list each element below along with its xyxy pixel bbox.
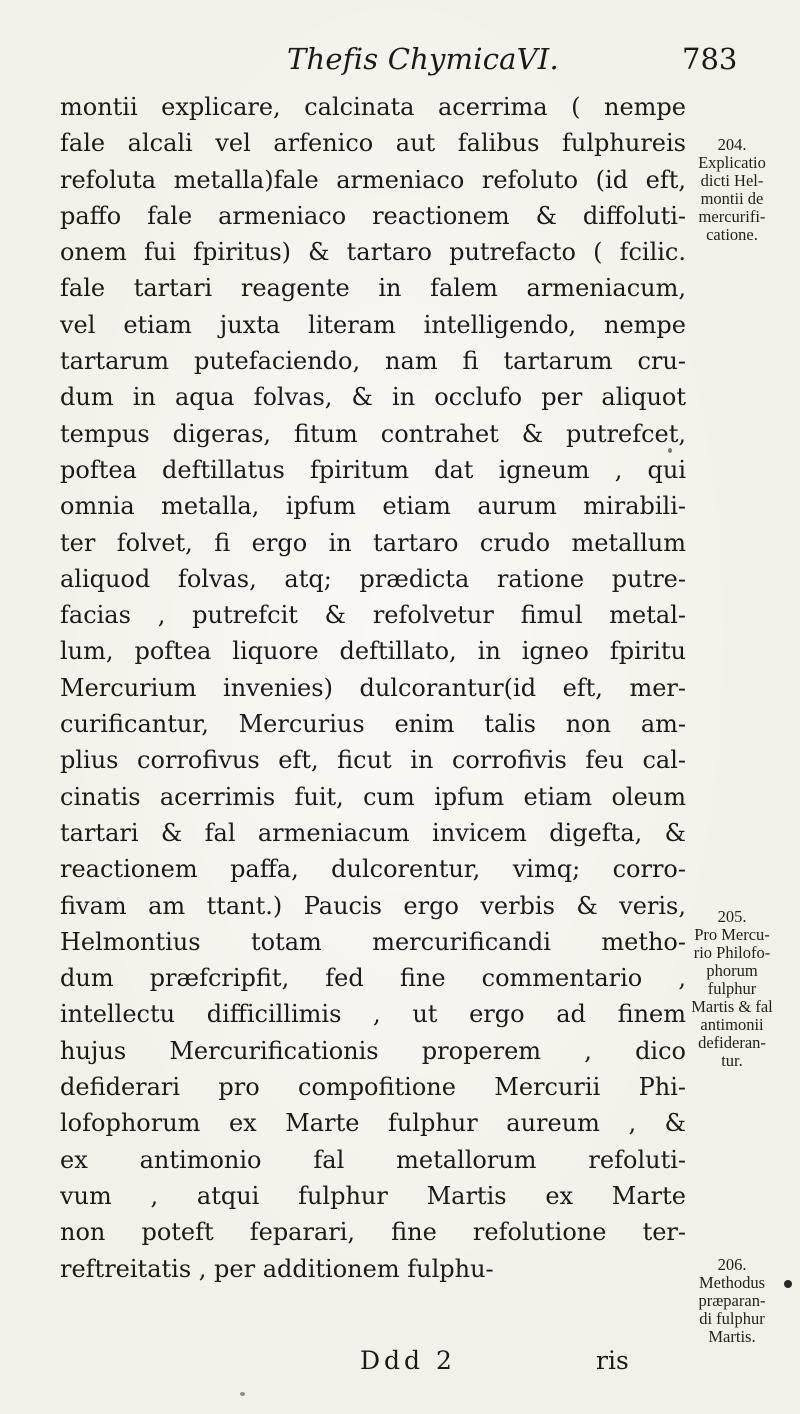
text-line: fale alcali vel arfenico aut falibus fulphureis [60, 129, 686, 158]
ink-speck [784, 1280, 792, 1288]
text-line: Mercurium invenies) dulcorantur(id eft, mer- [60, 673, 686, 702]
text-line: reactionem paffa, dulcorentur, vimq; corro- [60, 855, 686, 884]
text-line: vum , atqui fulphur Martis ex Marte [60, 1181, 686, 1210]
text-line: paffo fale armeniaco reactionem & diffoluti- [60, 201, 686, 230]
text-line: Helmontius totam mercurificandi metho- [60, 927, 686, 956]
text-line: dum præfcripfit, fed fine commentario , [60, 964, 686, 993]
text-line: intellectu difficillimis , ut ergo ad finem [60, 1000, 686, 1029]
page-header [0, 42, 800, 92]
margin-note-line: fulphur [707, 979, 757, 998]
margin-note-line: montii de [700, 189, 764, 208]
text-line: refoluta metalla)fale armeniaco refoluto (id eft, [60, 165, 686, 194]
margin-note-line: Explicatio [698, 153, 766, 172]
margin-note-line: præparan- [698, 1291, 766, 1310]
margin-note-line: dicti Hel- [700, 171, 764, 190]
page-number: 783 [682, 42, 738, 76]
text-line: dum in aqua folvas, & in occlufo per aliquot [60, 383, 686, 412]
catchword: ris [596, 1346, 629, 1375]
text-line: curificantur, Mercurius enim talis non am- [60, 710, 686, 739]
text-line: tartarum putefaciendo, nam fi tartarum cru- [60, 347, 686, 376]
text-line: cinatis acerrimis fuit, cum ipfum etiam oleum [60, 782, 686, 811]
signature-mark: Ddd 2 [360, 1346, 456, 1375]
main-text-block [60, 89, 686, 1287]
text-line: onem fui fpiritus) & tartaro putrefacto ( fcilic. [60, 238, 686, 267]
text-line: ter folvet, fi ergo in tartaro crudo metallum [60, 528, 686, 557]
margin-note-line: rio Philofo- [693, 943, 771, 962]
text-line: hujus Mercurificationis properem , dico [60, 1036, 686, 1065]
margin-note-line: catione. [706, 225, 758, 244]
text-line: omnia metalla, ipfum etiam aurum mirabili- [60, 492, 686, 521]
margin-note-line: di fulphur [699, 1309, 765, 1328]
margin-note-205 [676, 908, 788, 1070]
margin-note-line: Martis & fal [691, 997, 773, 1016]
text-line: vel etiam juxta literam intelligendo, nempe [60, 310, 686, 339]
margin-note-line: phorum [706, 961, 758, 980]
margin-note-line: defideran- [698, 1033, 766, 1052]
text-line: lofophorum ex Marte fulphur aureum , & [60, 1109, 686, 1138]
text-line: facias , putrefcit & refolvetur fimul metal- [60, 601, 686, 630]
text-line: non poteft feparari, fine refolutione ter- [60, 1218, 686, 1247]
margin-note-line: antimonii [700, 1015, 764, 1034]
running-title: Thefis ChymicaVI. [287, 42, 559, 76]
text-line: tartari & fal armeniacum invicem digefta, & [60, 818, 686, 847]
margin-note-line: mercurifi- [698, 207, 766, 226]
text-line: lum, poftea liquore deftillato, in igneo fpiritu [60, 637, 686, 666]
margin-note-number: 204. [717, 135, 747, 154]
margin-note-line: Martis. [708, 1327, 756, 1346]
margin-note-line: Pro Mercu- [694, 925, 770, 944]
margin-note-line: Methodus [699, 1273, 765, 1292]
ink-speck [240, 1392, 245, 1396]
margin-note-number: 206. [717, 1255, 747, 1274]
text-line: fale tartari reagente in falem armeniacum, [60, 274, 686, 303]
text-line: poftea deftillatus fpiritum dat igneum , qui [60, 455, 686, 484]
ink-speck [668, 448, 672, 453]
margin-note-number: 205. [717, 907, 747, 926]
margin-note-line: tur. [721, 1051, 743, 1070]
margin-note-204 [676, 136, 788, 244]
text-line: montii explicare, calcinata acerrima ( nempe [60, 93, 686, 121]
text-line: aliquod folvas, atq; prædicta ratione putre- [60, 564, 686, 593]
text-line: ex antimonio fal metallorum refoluti- [60, 1145, 686, 1174]
text-line: fivam am ttant.) Paucis ergo verbis & veris, [60, 891, 686, 920]
text-line: reftreitatis , per additionem fulphu- [60, 1254, 494, 1283]
text-line: plius corrofivus eft, ficut in corrofivis feu cal- [60, 746, 686, 775]
text-line: defiderari pro compofitione Mercurii Phi- [60, 1073, 686, 1102]
margin-note-206 [676, 1256, 788, 1346]
text-line: tempus digeras, fitum contrahet & putrefcet, [60, 419, 686, 448]
